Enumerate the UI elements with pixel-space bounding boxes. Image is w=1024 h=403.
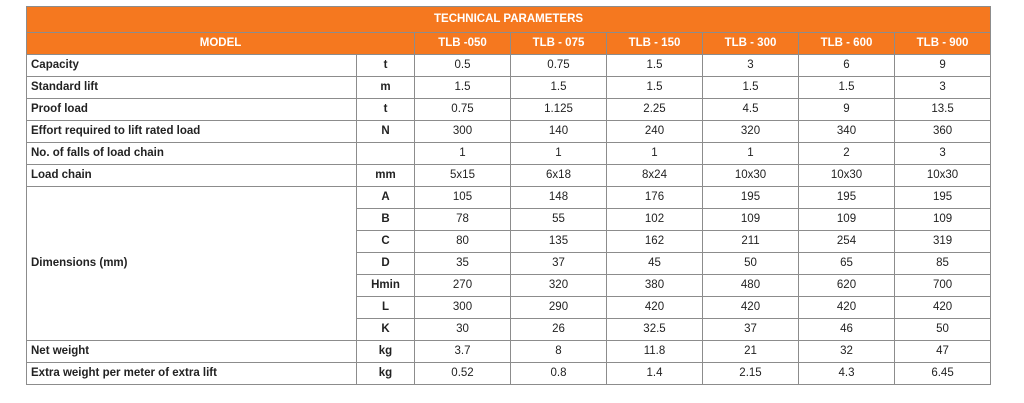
table-cell: 9 <box>895 55 991 77</box>
table-cell: 240 <box>607 121 703 143</box>
table-row <box>27 165 991 187</box>
table-cell: 1.5 <box>607 55 703 77</box>
table-cell: 102 <box>607 209 703 231</box>
table-cell: 1 <box>415 143 511 165</box>
table-cell: 254 <box>799 231 895 253</box>
row-label: Net weight <box>27 341 357 363</box>
table-cell: 65 <box>799 253 895 275</box>
table-cell: 3 <box>703 55 799 77</box>
table-cell: 6.45 <box>895 363 991 385</box>
table-cell: 4.3 <box>799 363 895 385</box>
table-cell: 319 <box>895 231 991 253</box>
table-cell: 0.75 <box>415 99 511 121</box>
table-cell: 176 <box>607 187 703 209</box>
table-cell: 420 <box>799 297 895 319</box>
table-cell: 3 <box>895 143 991 165</box>
table-cell: 620 <box>799 275 895 297</box>
row-unit: A <box>357 187 415 209</box>
table-cell: 85 <box>895 253 991 275</box>
table-cell: 1.5 <box>799 77 895 99</box>
table-cell: 109 <box>799 209 895 231</box>
table-cell: 320 <box>703 121 799 143</box>
table-row <box>27 341 991 363</box>
table-cell: 480 <box>703 275 799 297</box>
table-cell: 195 <box>703 187 799 209</box>
table-cell: 105 <box>415 187 511 209</box>
table-cell: 1.5 <box>607 77 703 99</box>
row-unit <box>357 143 415 165</box>
table-cell: 360 <box>895 121 991 143</box>
table-cell: 0.75 <box>511 55 607 77</box>
table-cell: 2.15 <box>703 363 799 385</box>
table-cell: 0.5 <box>415 55 511 77</box>
table-row <box>27 77 991 99</box>
table-cell: 1.4 <box>607 363 703 385</box>
table-row <box>27 55 991 77</box>
technical-parameters-table <box>26 6 991 385</box>
table-cell: 78 <box>415 209 511 231</box>
row-label: Extra weight per meter of extra lift <box>27 363 357 385</box>
model-header: MODEL <box>27 33 415 55</box>
table-title-row <box>27 7 991 33</box>
table-cell: 10x30 <box>895 165 991 187</box>
table-cell: 420 <box>895 297 991 319</box>
table-cell: 211 <box>703 231 799 253</box>
table-cell: 80 <box>415 231 511 253</box>
row-label: Dimensions (mm) <box>27 187 357 341</box>
table-cell: 0.52 <box>415 363 511 385</box>
table-cell: 1.5 <box>511 77 607 99</box>
table-row <box>27 99 991 121</box>
table-cell: 109 <box>703 209 799 231</box>
table-cell: 380 <box>607 275 703 297</box>
row-unit: C <box>357 231 415 253</box>
table-cell: 340 <box>799 121 895 143</box>
table-cell: 140 <box>511 121 607 143</box>
row-unit: D <box>357 253 415 275</box>
table-row <box>27 121 991 143</box>
row-label: Capacity <box>27 55 357 77</box>
table-cell: 50 <box>895 319 991 341</box>
table-cell: 420 <box>703 297 799 319</box>
table-cell: 37 <box>703 319 799 341</box>
model-header-cell: TLB - 150 <box>607 33 703 55</box>
table-header-row <box>27 33 991 55</box>
table-body <box>27 55 991 385</box>
row-unit: kg <box>357 363 415 385</box>
row-label: No. of falls of load chain <box>27 143 357 165</box>
table-cell: 21 <box>703 341 799 363</box>
table-title: TECHNICAL PARAMETERS <box>27 7 991 33</box>
table-cell: 30 <box>415 319 511 341</box>
table-cell: 320 <box>511 275 607 297</box>
row-unit: Hmin <box>357 275 415 297</box>
row-unit: t <box>357 55 415 77</box>
table-row <box>27 187 991 209</box>
table-cell: 10x30 <box>799 165 895 187</box>
table-cell: 26 <box>511 319 607 341</box>
table-cell: 700 <box>895 275 991 297</box>
table-cell: 1.5 <box>703 77 799 99</box>
table-cell: 1.5 <box>415 77 511 99</box>
table-cell: 162 <box>607 231 703 253</box>
model-header-cell: TLB - 600 <box>799 33 895 55</box>
row-unit: N <box>357 121 415 143</box>
table-cell: 6x18 <box>511 165 607 187</box>
table-cell: 45 <box>607 253 703 275</box>
table-cell: 3 <box>895 77 991 99</box>
table-cell: 11.8 <box>607 341 703 363</box>
table-cell: 6 <box>799 55 895 77</box>
row-unit: kg <box>357 341 415 363</box>
table-cell: 2 <box>799 143 895 165</box>
table-cell: 1.125 <box>511 99 607 121</box>
table-cell: 135 <box>511 231 607 253</box>
table-cell: 46 <box>799 319 895 341</box>
table-cell: 13.5 <box>895 99 991 121</box>
row-unit: B <box>357 209 415 231</box>
row-label: Effort required to lift rated load <box>27 121 357 143</box>
table-cell: 1 <box>703 143 799 165</box>
row-unit: L <box>357 297 415 319</box>
table-cell: 270 <box>415 275 511 297</box>
model-header-cell: TLB - 300 <box>703 33 799 55</box>
table-cell: 148 <box>511 187 607 209</box>
table-cell: 1 <box>511 143 607 165</box>
table-cell: 32 <box>799 341 895 363</box>
table-cell: 290 <box>511 297 607 319</box>
table-cell: 10x30 <box>703 165 799 187</box>
table-cell: 8x24 <box>607 165 703 187</box>
table-cell: 32.5 <box>607 319 703 341</box>
table-cell: 195 <box>799 187 895 209</box>
table-row <box>27 363 991 385</box>
table-cell: 3.7 <box>415 341 511 363</box>
row-label: Proof load <box>27 99 357 121</box>
table-row <box>27 143 991 165</box>
table-cell: 0.8 <box>511 363 607 385</box>
table-cell: 420 <box>607 297 703 319</box>
row-unit: m <box>357 77 415 99</box>
model-header-cell: TLB -050 <box>415 33 511 55</box>
model-header-cell: TLB - 075 <box>511 33 607 55</box>
row-label: Standard lift <box>27 77 357 99</box>
table-cell: 300 <box>415 121 511 143</box>
table-cell: 300 <box>415 297 511 319</box>
model-header-cell: TLB - 900 <box>895 33 991 55</box>
table-cell: 50 <box>703 253 799 275</box>
table-cell: 5x15 <box>415 165 511 187</box>
table-cell: 55 <box>511 209 607 231</box>
table-cell: 8 <box>511 341 607 363</box>
row-unit: mm <box>357 165 415 187</box>
table-cell: 37 <box>511 253 607 275</box>
table-cell: 4.5 <box>703 99 799 121</box>
table-cell: 1 <box>607 143 703 165</box>
table-cell: 109 <box>895 209 991 231</box>
row-unit: t <box>357 99 415 121</box>
row-unit: K <box>357 319 415 341</box>
table-cell: 195 <box>895 187 991 209</box>
table-cell: 47 <box>895 341 991 363</box>
row-label: Load chain <box>27 165 357 187</box>
table-cell: 2.25 <box>607 99 703 121</box>
table-cell: 9 <box>799 99 895 121</box>
table-cell: 35 <box>415 253 511 275</box>
